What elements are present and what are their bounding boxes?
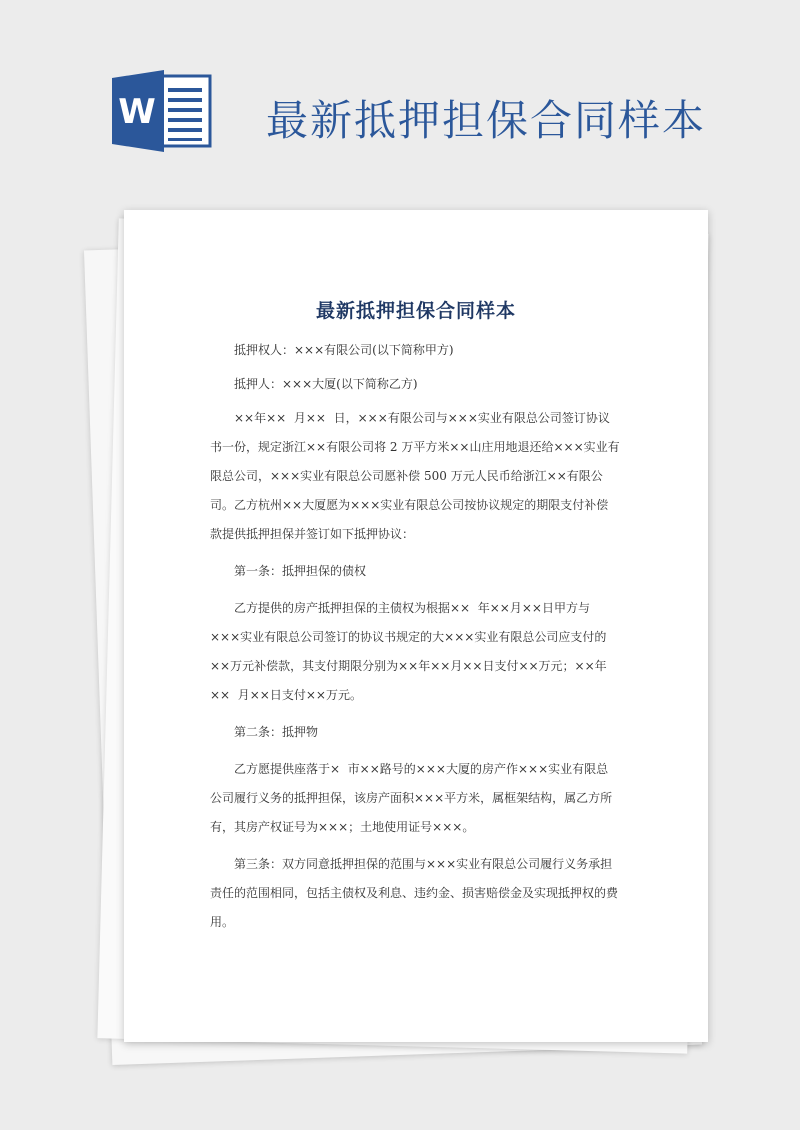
paragraph-mortgagee: 抵押权人：×××有限公司(以下简称甲方) (234, 343, 454, 357)
page-title: 最新抵押担保合同样本 (266, 96, 707, 145)
article-2-body: 乙方愿提供座落于× 市××路号的×××大厦的房产作×××实业有限总公司履行义务的抵押担保，该房产面积×××平方米，属框架结构，属乙方所有，其房产权证号为×××；土地使用证号×××。 (210, 762, 613, 834)
article-1-heading: 第一条：抵押担保的债权 (234, 564, 367, 578)
article-2-heading: 第二条：抵押物 (234, 725, 319, 739)
document-title: 最新抵押担保合同样本 (315, 300, 516, 322)
document-body (210, 336, 620, 937)
document-page (124, 210, 708, 1042)
word-logo-letter: W (118, 92, 156, 132)
word-document-icon (112, 68, 212, 154)
article-3-body: 第三条：双方同意抵押担保的范围与×××实业有限总公司履行义务承担责任的范围相同，包括主债权及利息、违约金、损害赔偿金及实现抵押权的费用。 (210, 857, 619, 929)
paragraph-mortgagor: 抵押人：×××大厦(以下简称乙方) (234, 377, 418, 391)
paragraph-preamble: ××年×× 月×× 日，×××有限公司与×××实业有限总公司签订协议书一份，规定浙江××有限公司将 2 万平方米××山庄用地退还给×××实业有限总公司，×××实业有限总公司愿补偿 500 万元人民币给浙江××有限公司。乙方杭州××大厦愿为×××实业有限总公司按协议规定的期限支付补偿款提供抵押担保并签订如下抵押协议： (210, 411, 620, 541)
article-1-body: 乙方提供的房产抵押担保的主债权为根据×× 年××月××日甲方与×××实业有限总公司签订的协议书规定的大×××实业有限总公司应支付的××万元补偿款，其支付期限分别为××年××月××日支付××万元；××年×× 月××日支付××万元。 (210, 601, 607, 702)
header (0, 0, 800, 190)
